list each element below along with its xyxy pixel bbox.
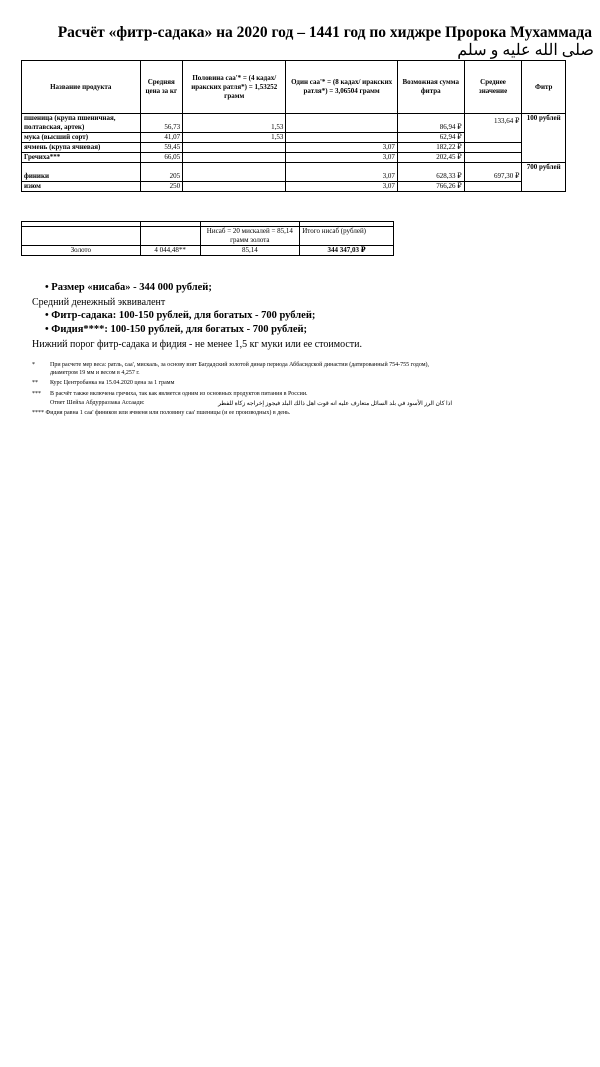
threshold-text: Нижний порог фитр-садака и фидия - не менее 1,5 кг муки или ее стоимости. — [32, 339, 362, 350]
product-price: 66,05 — [140, 153, 183, 163]
header-one-saa: Один саа'* = (8 кадах/ иракских ратля*) = 3,06504 грамм — [286, 61, 397, 114]
footnote-2: Курс Центробанка на 15.04.2020 цена за 1 грамм — [50, 380, 175, 386]
table-row — [22, 153, 566, 163]
nisab-header-row — [22, 227, 394, 246]
header-avg-price: Средняя цена за кг — [140, 61, 183, 114]
product-one-saa — [286, 114, 397, 133]
nisab-size-bullet: • Размер «нисаба» - 344 000 рублей; — [45, 282, 212, 293]
product-half-saa — [183, 143, 286, 153]
product-sum: 202,45 ₽ — [397, 153, 464, 163]
product-name: Гречиха*** — [22, 153, 141, 163]
footnote-1-mark: * — [32, 362, 35, 368]
table-row — [22, 163, 566, 182]
header-possible-sum: Возможная сумма фитра — [397, 61, 464, 114]
product-sum: 766,26 ₽ — [397, 182, 464, 192]
salawat-arabic: صلى الله عليه و سلم — [457, 42, 594, 59]
product-half-saa: 1,53 — [183, 114, 286, 133]
table-header-row — [22, 61, 566, 114]
product-one-saa: 3,07 — [286, 163, 397, 182]
average-low: 133,64 ₽ — [464, 114, 522, 143]
fitr-low: 100 рублей — [522, 114, 566, 163]
product-one-saa: 3,07 — [286, 143, 397, 153]
fitr-bullet: • Фитр-садака: 100-150 рублей, для богатых - 700 рублей; — [45, 310, 316, 321]
footnote-4: **** Фидия равна 1 саа' фиников или ячменя или половину саа' пшеницы (и ее производных) в день. — [32, 410, 291, 416]
product-name: ячмень (крупа ячневая) — [22, 143, 141, 153]
footnote-2-mark: ** — [32, 380, 38, 386]
product-price: 205 — [140, 163, 183, 182]
gold-label: Золото — [22, 246, 141, 256]
footnote-1-line1: При расчете мер веса: ратль, саа', мискаль, за основу взят Багдадский золотой динар периода Аббасидской династии (датированный 754-755 годом), — [50, 362, 430, 368]
footnote-1-line2: диаметром 19 мм и весом в 4,257 г. — [50, 370, 140, 376]
table-row — [22, 143, 566, 153]
footnote-3-line2: Ответ Шейха Абдурраззака Ассаади: — [50, 400, 145, 406]
header-half-saa: Половина саа'* = (4 кадах/иракских ратля*) = 1,53252 грамм — [183, 61, 286, 114]
product-half-saa — [183, 182, 286, 192]
header-product-name: Название продукта — [22, 61, 141, 114]
footnote-3-line1: В расчёт также включена гречиха, так как является одним из основных продуктов питания в России. — [50, 391, 308, 397]
product-half-saa — [183, 163, 286, 182]
fitr-high: 700 рублей — [522, 163, 566, 192]
nisab-gold-row — [22, 246, 394, 256]
product-price: 59,45 — [140, 143, 183, 153]
average-empty — [464, 153, 522, 163]
product-sum: 628,33 ₽ — [397, 163, 464, 182]
product-name: изюм — [22, 182, 141, 192]
header-fitr: Фитр — [522, 61, 566, 114]
average-high: 697,30 ₽ — [464, 163, 522, 182]
nisab-total-value: 344 347,03 ₽ — [300, 246, 394, 256]
average-empty — [464, 182, 522, 192]
nisab-total-header: Итого нисаб (рублей) — [300, 227, 394, 246]
money-equivalent-label: Средний денежный эквивалент — [32, 297, 166, 308]
table-row — [22, 114, 566, 133]
product-name: финики — [22, 163, 141, 182]
table-row — [22, 182, 566, 192]
product-price: 250 — [140, 182, 183, 192]
header-average: Среднее значение — [464, 61, 522, 114]
footnote-3-arabic: اذا كان الرز الأسود في بلد السائل متعارف عليه انه قوت اهل ذالك البلد فيجوز إخراجه زكاة للفطر — [218, 401, 453, 407]
product-sum: 86,94 ₽ — [397, 114, 464, 133]
fidya-bullet: • Фидия****: 100-150 рублей, для богатых - 700 рублей; — [45, 324, 308, 335]
product-sum: 182,22 ₽ — [397, 143, 464, 153]
product-one-saa — [286, 133, 397, 143]
nisab-table — [21, 221, 394, 256]
product-name: мука (высший сорт) — [22, 133, 141, 143]
product-one-saa: 3,07 — [286, 182, 397, 192]
footnote-3-mark: *** — [32, 391, 41, 397]
product-price: 56,73 — [140, 114, 183, 133]
gold-price: 4 044,48** — [140, 246, 200, 256]
nisab-header: Нисаб = 20 мискалей = 85,14 грамм золота — [200, 227, 300, 246]
product-name: пшеница (крупа пшеничная, полтавская, артек) — [22, 114, 141, 133]
average-empty — [464, 143, 522, 153]
product-half-saa: 1,53 — [183, 133, 286, 143]
page-title: Расчёт «фитр-садака» на 2020 год – 1441 год по хиджре Пророка Мухаммада — [57, 24, 592, 41]
product-sum: 62,94 ₽ — [397, 133, 464, 143]
product-one-saa: 3,07 — [286, 153, 397, 163]
product-half-saa — [183, 153, 286, 163]
gold-grams: 85,14 — [200, 246, 300, 256]
product-price: 41,07 — [140, 133, 183, 143]
fitr-calculation-table — [21, 60, 566, 192]
